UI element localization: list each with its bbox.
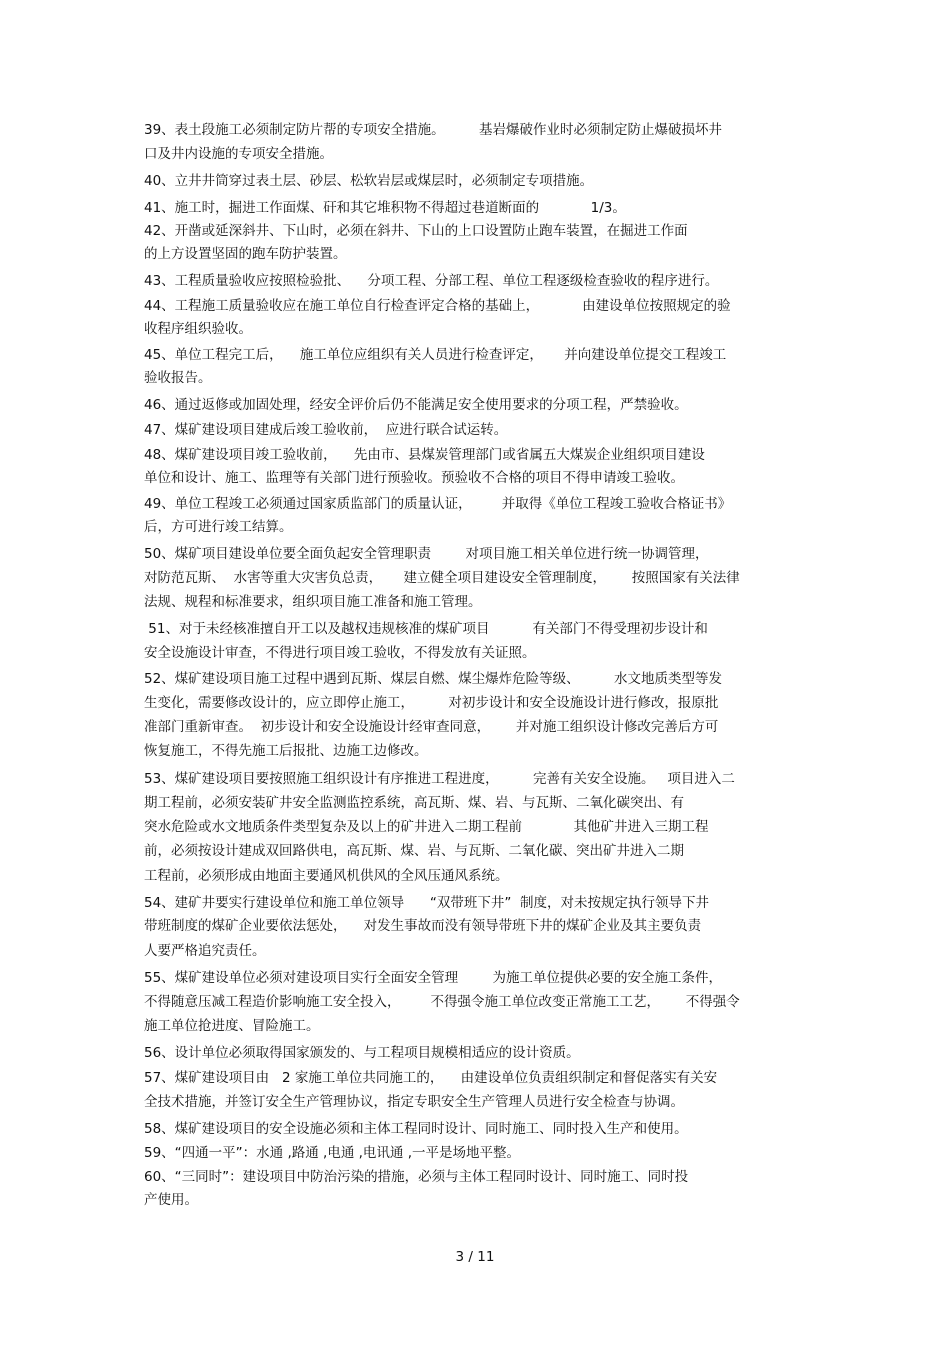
text-line: 47、煤矿建设项目建成后竣工验收前， 应进行联合试运转。 bbox=[144, 422, 508, 438]
text-line: 41、施工时，掘进工作面煤、矸和其它堆积物不得超过巷道断面的 1/3。 bbox=[144, 200, 626, 216]
text-line: 工程前，必须形成由地面主要通风机供风的全风压通风系统。 bbox=[144, 868, 509, 884]
text-line: 验收报告。 bbox=[144, 370, 212, 386]
text-line: 前，必须按设计建成双回路供电，高瓦斯、煤、岩、与瓦斯、二氧化碳、突出矿井进入二期 bbox=[144, 843, 684, 859]
text-line: 57、煤矿建设项目由 2 家施工单位共同施工的， 由建设单位负责组织制定和督促落实有关安 bbox=[144, 1070, 718, 1086]
text-line: 43、工程质量验收应按照检验批、 分项工程、分部工程、单位工程逐级检查验收的程序进行。 bbox=[144, 273, 719, 289]
text-line: 对防范瓦斯、 水害等重大灾害负总责， 建立健全项目建设安全管理制度， 按照国家有关法律 bbox=[144, 570, 740, 586]
text-line: 53、煤矿建设项目要按照施工组织设计有序推进工程进度， 完善有关安全设施。 项目进入二 bbox=[144, 771, 735, 787]
text-line: 收程序组织验收。 bbox=[144, 321, 252, 337]
text-line: 46、通过返修或加固处理，经安全评价后仍不能满足安全使用要求的分项工程，严禁验收。 bbox=[144, 397, 688, 413]
text-line: 40、立井井筒穿过表土层、砂层、松软岩层或煤层时，必须制定专项措施。 bbox=[144, 173, 594, 189]
text-line: 全技术措施，并签订安全生产管理协议，指定专职安全生产管理人员进行安全检查与协调。 bbox=[144, 1094, 684, 1110]
text-line: 施工单位抢进度、冒险施工。 bbox=[144, 1018, 320, 1034]
text-line: 单位和设计、施工、监理等有关部门进行预验收。预验收不合格的项目不得申请竣工验收。 bbox=[144, 470, 684, 486]
text-line: 55、煤矿建设单位必须对建设项目实行全面安全管理 为施工单位提供必要的安全施工条件， bbox=[144, 970, 723, 986]
text-line: 法规、规程和标准要求，组织项目施工准备和施工管理。 bbox=[144, 594, 482, 610]
text-line: 准部门重新审查。 初步设计和安全设施设计经审查同意， 并对施工组织设计修改完善后方可 bbox=[144, 719, 719, 735]
text-line: 39、表土段施工必须制定防片帮的专项安全措施。 基岩爆破作业时必须制定防止爆破损坏井 bbox=[144, 122, 723, 138]
text-line: 59、“四通一平”：水通 ,路通 ,电通 ,电讯通 ,一平是场地平整。 bbox=[144, 1145, 520, 1161]
text-line: 48、煤矿建设项目竣工验收前， 先由市、县煤炭管理部门或省属五大煤炭企业组织项目建设 bbox=[144, 447, 705, 463]
text-line: 安全设施设计审查，不得进行项目竣工验收，不得发放有关证照。 bbox=[144, 645, 536, 661]
text-line: 60、“三同时”：建设项目中防治污染的措施，必须与主体工程同时设计、同时施工、同时投 bbox=[144, 1169, 689, 1185]
text-line: 51、对于未经核准擅自开工以及越权违规核准的煤矿项目 有关部门不得受理初步设计和 bbox=[144, 621, 708, 637]
text-line: 44、工程施工质量验收应在施工单位自行检查评定合格的基础上， 由建设单位按照规定的验 bbox=[144, 298, 731, 314]
text-line: 54、建矿井要实行建设单位和施工单位领导 “双带班下井” 制度，对未按规定执行领导下井 bbox=[144, 895, 709, 911]
text-line: 人要严格追究责任。 bbox=[144, 943, 266, 959]
text-line: 突水危险或水文地质条件类型复杂及以上的矿井进入二期工程前 其他矿井进入三期工程 bbox=[144, 819, 709, 835]
text-line: 生变化，需要修改设计的，应立即停止施工， 对初步设计和安全设施设计进行修改，报原批 bbox=[144, 695, 719, 711]
text-line: 58、煤矿建设项目的安全设施必须和主体工程同时设计、同时施工、同时投入生产和使用。 bbox=[144, 1121, 688, 1137]
text-line: 49、单位工程竣工必须通过国家质监部门的质量认证， 并取得《单位工程竣工验收合格证书》 bbox=[144, 496, 732, 512]
text-line: 口及井内设施的专项安全措施。 bbox=[144, 146, 333, 162]
page-number: 3 / 11 bbox=[455, 1249, 495, 1265]
text-line: 不得随意压减工程造价影响施工安全投入， 不得强令施工单位改变正常施工工艺， 不得强令 bbox=[144, 994, 740, 1010]
text-line: 恢复施工，不得先施工后报批、边施工边修改。 bbox=[144, 743, 428, 759]
text-line: 期工程前，必须安装矿井安全监测监控系统，高瓦斯、煤、岩、与瓦斯、二氧化碳突出、有 bbox=[144, 795, 684, 811]
text-line: 带班制度的煤矿企业要依法惩处， 对发生事故而没有领导带班下井的煤矿企业及其主要负责 bbox=[144, 918, 702, 934]
text-line: 产使用。 bbox=[144, 1192, 198, 1208]
text-line: 的上方设置坚固的跑车防护装置。 bbox=[144, 246, 347, 262]
text-line: 52、煤矿建设项目施工过程中遇到瓦斯、煤层自燃、煤尘爆炸危险等级、 水文地质类型等发 bbox=[144, 671, 723, 687]
text-line: 50、煤矿项目建设单位要全面负起安全管理职责 对项目施工相关单位进行统一协调管理， bbox=[144, 546, 709, 562]
text-line: 后，方可进行竣工结算。 bbox=[144, 519, 293, 535]
text-line: 42、开凿或延深斜井、下山时，必须在斜井、下山的上口设置防止跑车装置，在掘进工作面 bbox=[144, 223, 688, 239]
text-line: 45、单位工程完工后， 施工单位应组织有关人员进行检查评定， 并向建设单位提交工程竣工 bbox=[144, 347, 727, 363]
text-line: 56、设计单位必须取得国家颁发的、与工程项目规模相适应的设计资质。 bbox=[144, 1045, 580, 1061]
